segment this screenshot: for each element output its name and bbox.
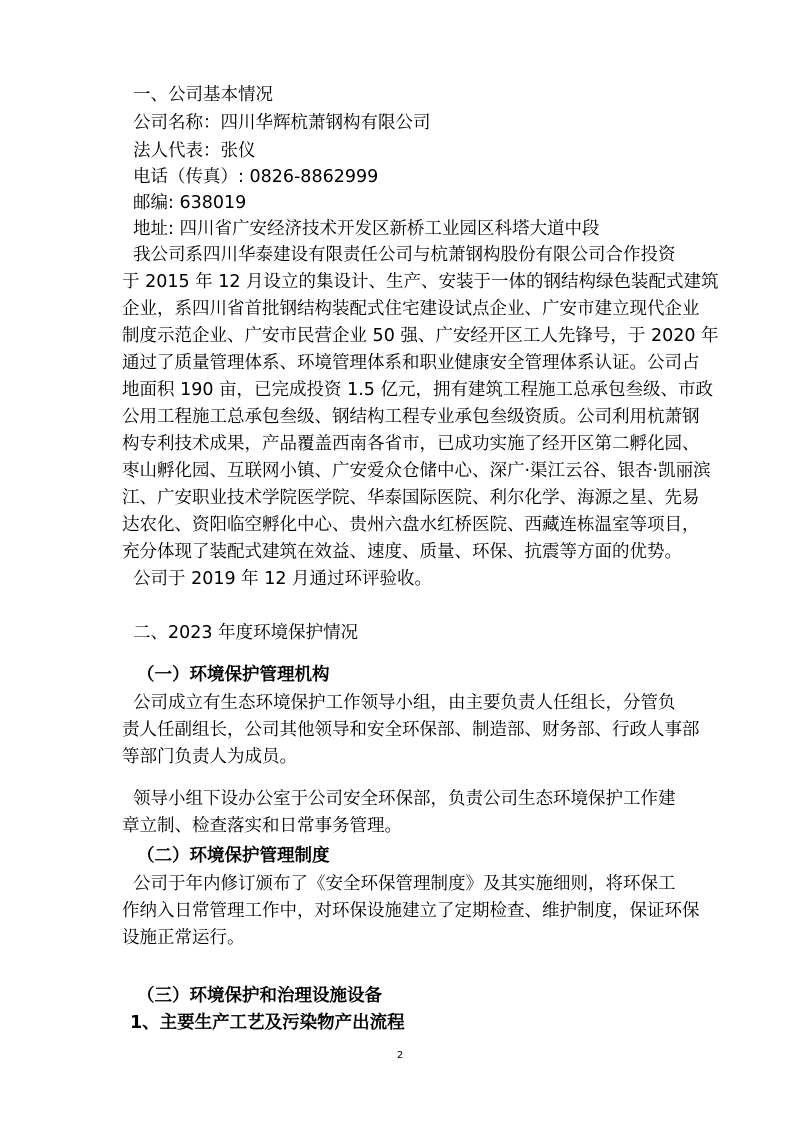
s2-line: 公司于年内修订颁布了《安全环保管理制度》及其实施细则，将环保工 [133,874,676,894]
s1-p2-line: 章立制、检查落实和日常事务管理。 [122,816,402,836]
intro-line: 公用工程施工总承包叁级、钢结构工程专业承包叁级资质。公司利用杭萧钢 [122,407,700,427]
s1-p1-line: 等部门负责人为成员。 [122,747,297,767]
subsection-1-title: （一）环境保护管理机构 [137,665,330,685]
company-name: 公司名称：四川华辉杭萧钢构有限公司 [133,113,431,133]
s1-p1-line: 责人任副组长，公司其他领导和安全环保部、制造部、财务部、行政人事部 [122,720,700,740]
intro-line: 地面积 190 亩，已完成投资 1.5 亿元，拥有建筑工程施工总承包叁级、市政 [122,380,713,400]
intro-line: 我公司系四川华泰建设有限责任公司与杭萧钢构股份有限公司合作投资 [133,245,676,265]
s1-p1-line: 公司成立有生态环境保护工作领导小组，由主要负责人任组长，分管负 [133,693,676,713]
s2-line: 作纳入日常管理工作中，对环保设施建立了定期检查、维护制度，保证环保 [122,901,700,921]
intro-line: 构专利技术成果，产品覆盖西南各省市，已成功实施了经开区第二孵化园、 [122,434,700,454]
review-text: 公司于 2019 年 12 月通过环评验收。 [133,569,433,589]
intro-line: 制度示范企业、广安市民营企业 50 强、广安经开区工人先锋号，于 2020 年 [122,326,719,346]
section-2-heading: 二、2023 年度环境保护情况 [133,623,359,643]
phone-fax: 电话（传真）: 0826-8862999 [133,167,379,187]
intro-line: 枣山孵化园、互联网小镇、广安爱众仓储中心、深广·渠江云谷、银杏·凯丽滨 [122,461,711,481]
intro-line: 江、广安职业技术学院医学院、华泰国际医院、利尔化学、海源之星、先易 [122,488,700,508]
postcode: 邮编: 638019 [133,193,247,213]
subsection-3-item-1: 1、主要生产工艺及污染物产出流程 [130,1013,405,1033]
page-number: 2 [396,1050,404,1061]
intro-line: 充分体现了装配式建筑在效益、速度、质量、环保、抗震等方面的优势。 [122,542,682,562]
s2-line: 设施正常运行。 [122,928,245,948]
subsection-2-title: （二）环境保护管理制度 [137,846,330,866]
subsection-3-title: （三）环境保护和治理设施设备 [137,986,382,1006]
address: 地址: 四川省广安经济技术开发区新桥工业园区科塔大道中段 [133,219,600,239]
intro-line: 通过了质量管理体系、环境管理体系和职业健康安全管理体系认证。公司占 [122,353,700,373]
intro-line: 企业，系四川省首批钢结构装配式住宅建设试点企业、广安市建立现代企业 [122,299,700,319]
intro-line: 于 2015 年 12 月设立的集设计、生产、安装于一体的钢结构绿色装配式建筑 [122,272,719,292]
section-1-heading: 一、公司基本情况 [133,85,273,105]
s1-p2-line: 领导小组下设办公室于公司安全环保部，负责公司生态环境保护工作建 [133,789,676,809]
intro-line: 达农化、资阳临空孵化中心、贵州六盘水红桥医院、西藏连栋温室等项目， [122,515,700,535]
legal-representative: 法人代表：张仪 [133,141,256,161]
